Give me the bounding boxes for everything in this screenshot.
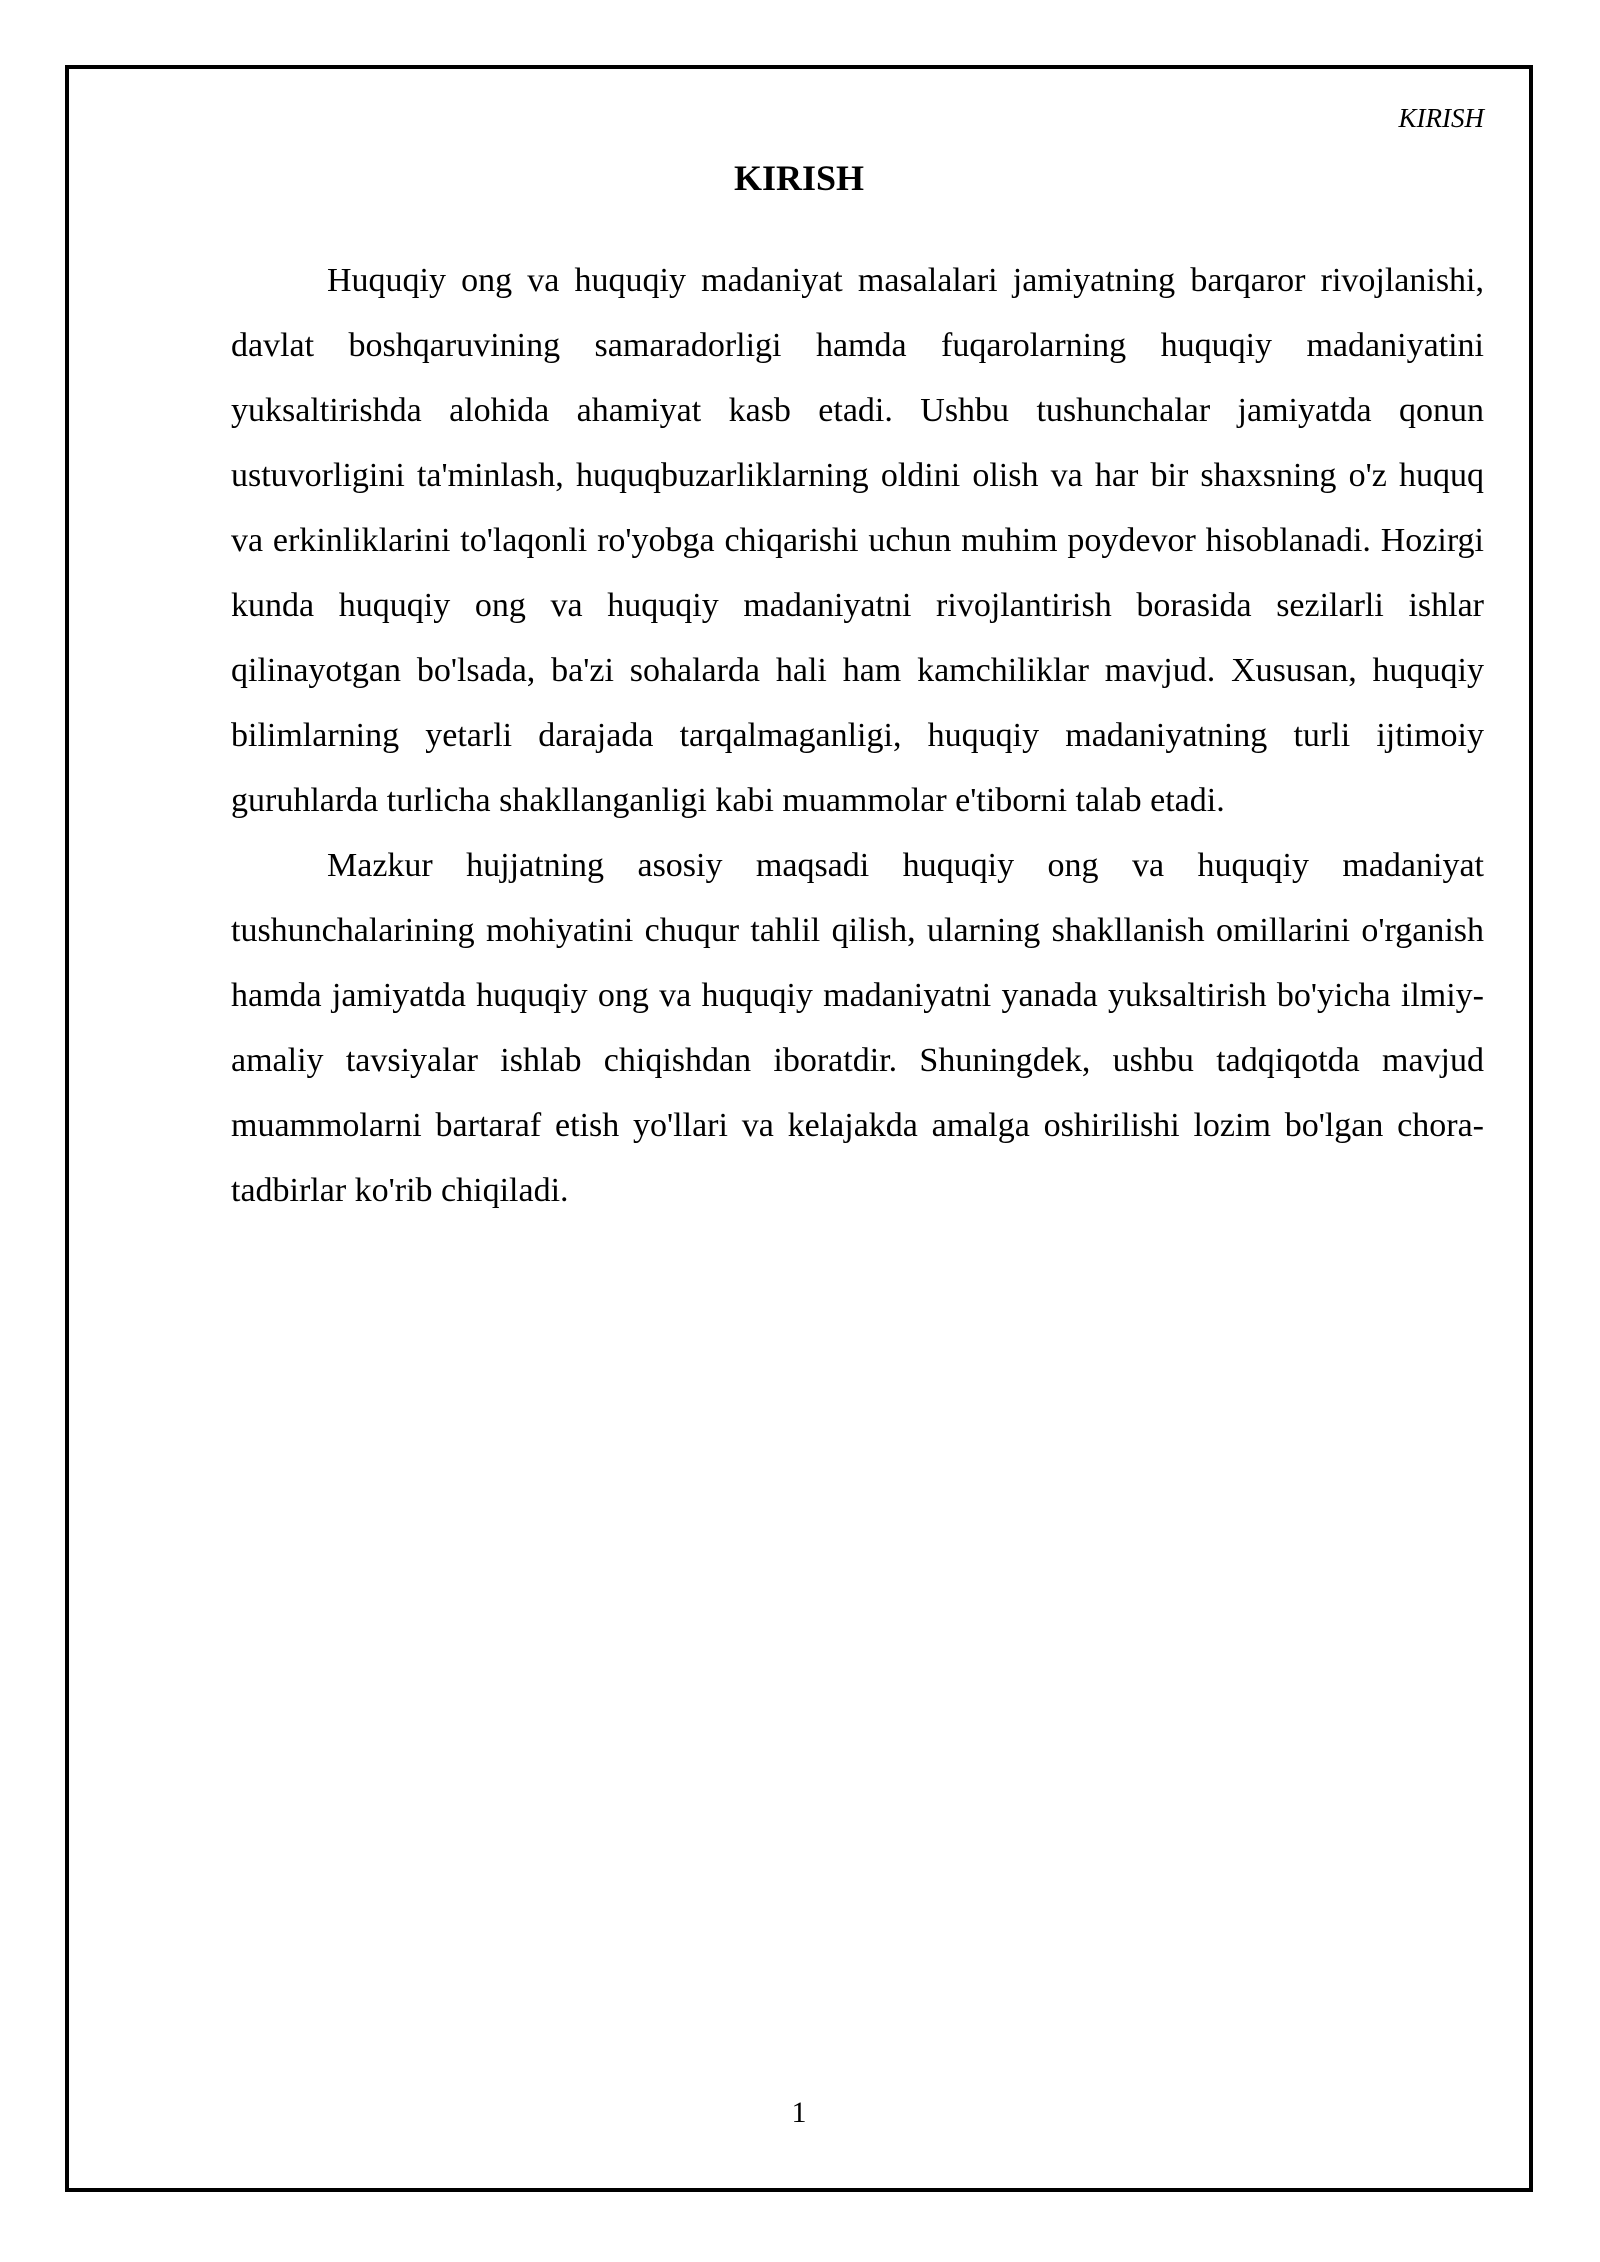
paragraph-1: Huquqiy ong va huquqiy madaniyat masalalari jamiyatning barqaror rivojlanishi, davlat boshqaruvining samaradorligi hamda fuqarolarning huquqiy madaniyatini yuksaltirishda alohida ahamiyat kasb etadi. Ushbu tushunchalar jamiyatda qonun ustuvorligini ta'minlash, huquqbuzarliklarning oldini olish va har bir shaxsning o'z huquq va erkinliklarini to'laqonli ro'yobga chiqarishi uchun muhim poydevor hisoblanadi. Hozirgi kunda huquqiy ong va huquqiy madaniyatni rivojlantirish borasida sezilarli ishlar qilinayotgan bo'lsada, ba'zi sohalarda hali ham kamchiliklar mavjud. Xususan, huquqiy bilimlarning yetarli darajada tarqalmaganligi, huquqiy madaniyatning turli ijtimoiy guruhlarda turlicha shakllanganligi kabi muammolar e'tiborni talab etadi. [231, 262, 1484, 819]
body-text [231, 248, 1484, 1223]
running-header: KIRISH [1398, 103, 1484, 133]
paragraph-2: Mazkur hujjatning asosiy maqsadi huquqiy ong va huquqiy madaniyat tushunchalarining mohiyatini chuqur tahlil qilish, ularning shakllanish omillarini o'rganish hamda jamiyatda huquqiy ong va huquqiy madaniyatni yanada yuksaltirish bo'yicha ilmiy-amaliy tavsiyalar ishlab chiqishdan iboratdir. Shuningdek, ushbu tadqiqotda mavjud muammolarni bartaraf etish yo'llari va kelajakda amalga oshirilishi lozim bo'lgan chora-tadbirlar ko'rib chiqiladi. [231, 847, 1484, 1209]
page-frame [65, 65, 1533, 2192]
page-title: KIRISH [733, 158, 865, 198]
page-number: 1 [791, 2096, 807, 2129]
